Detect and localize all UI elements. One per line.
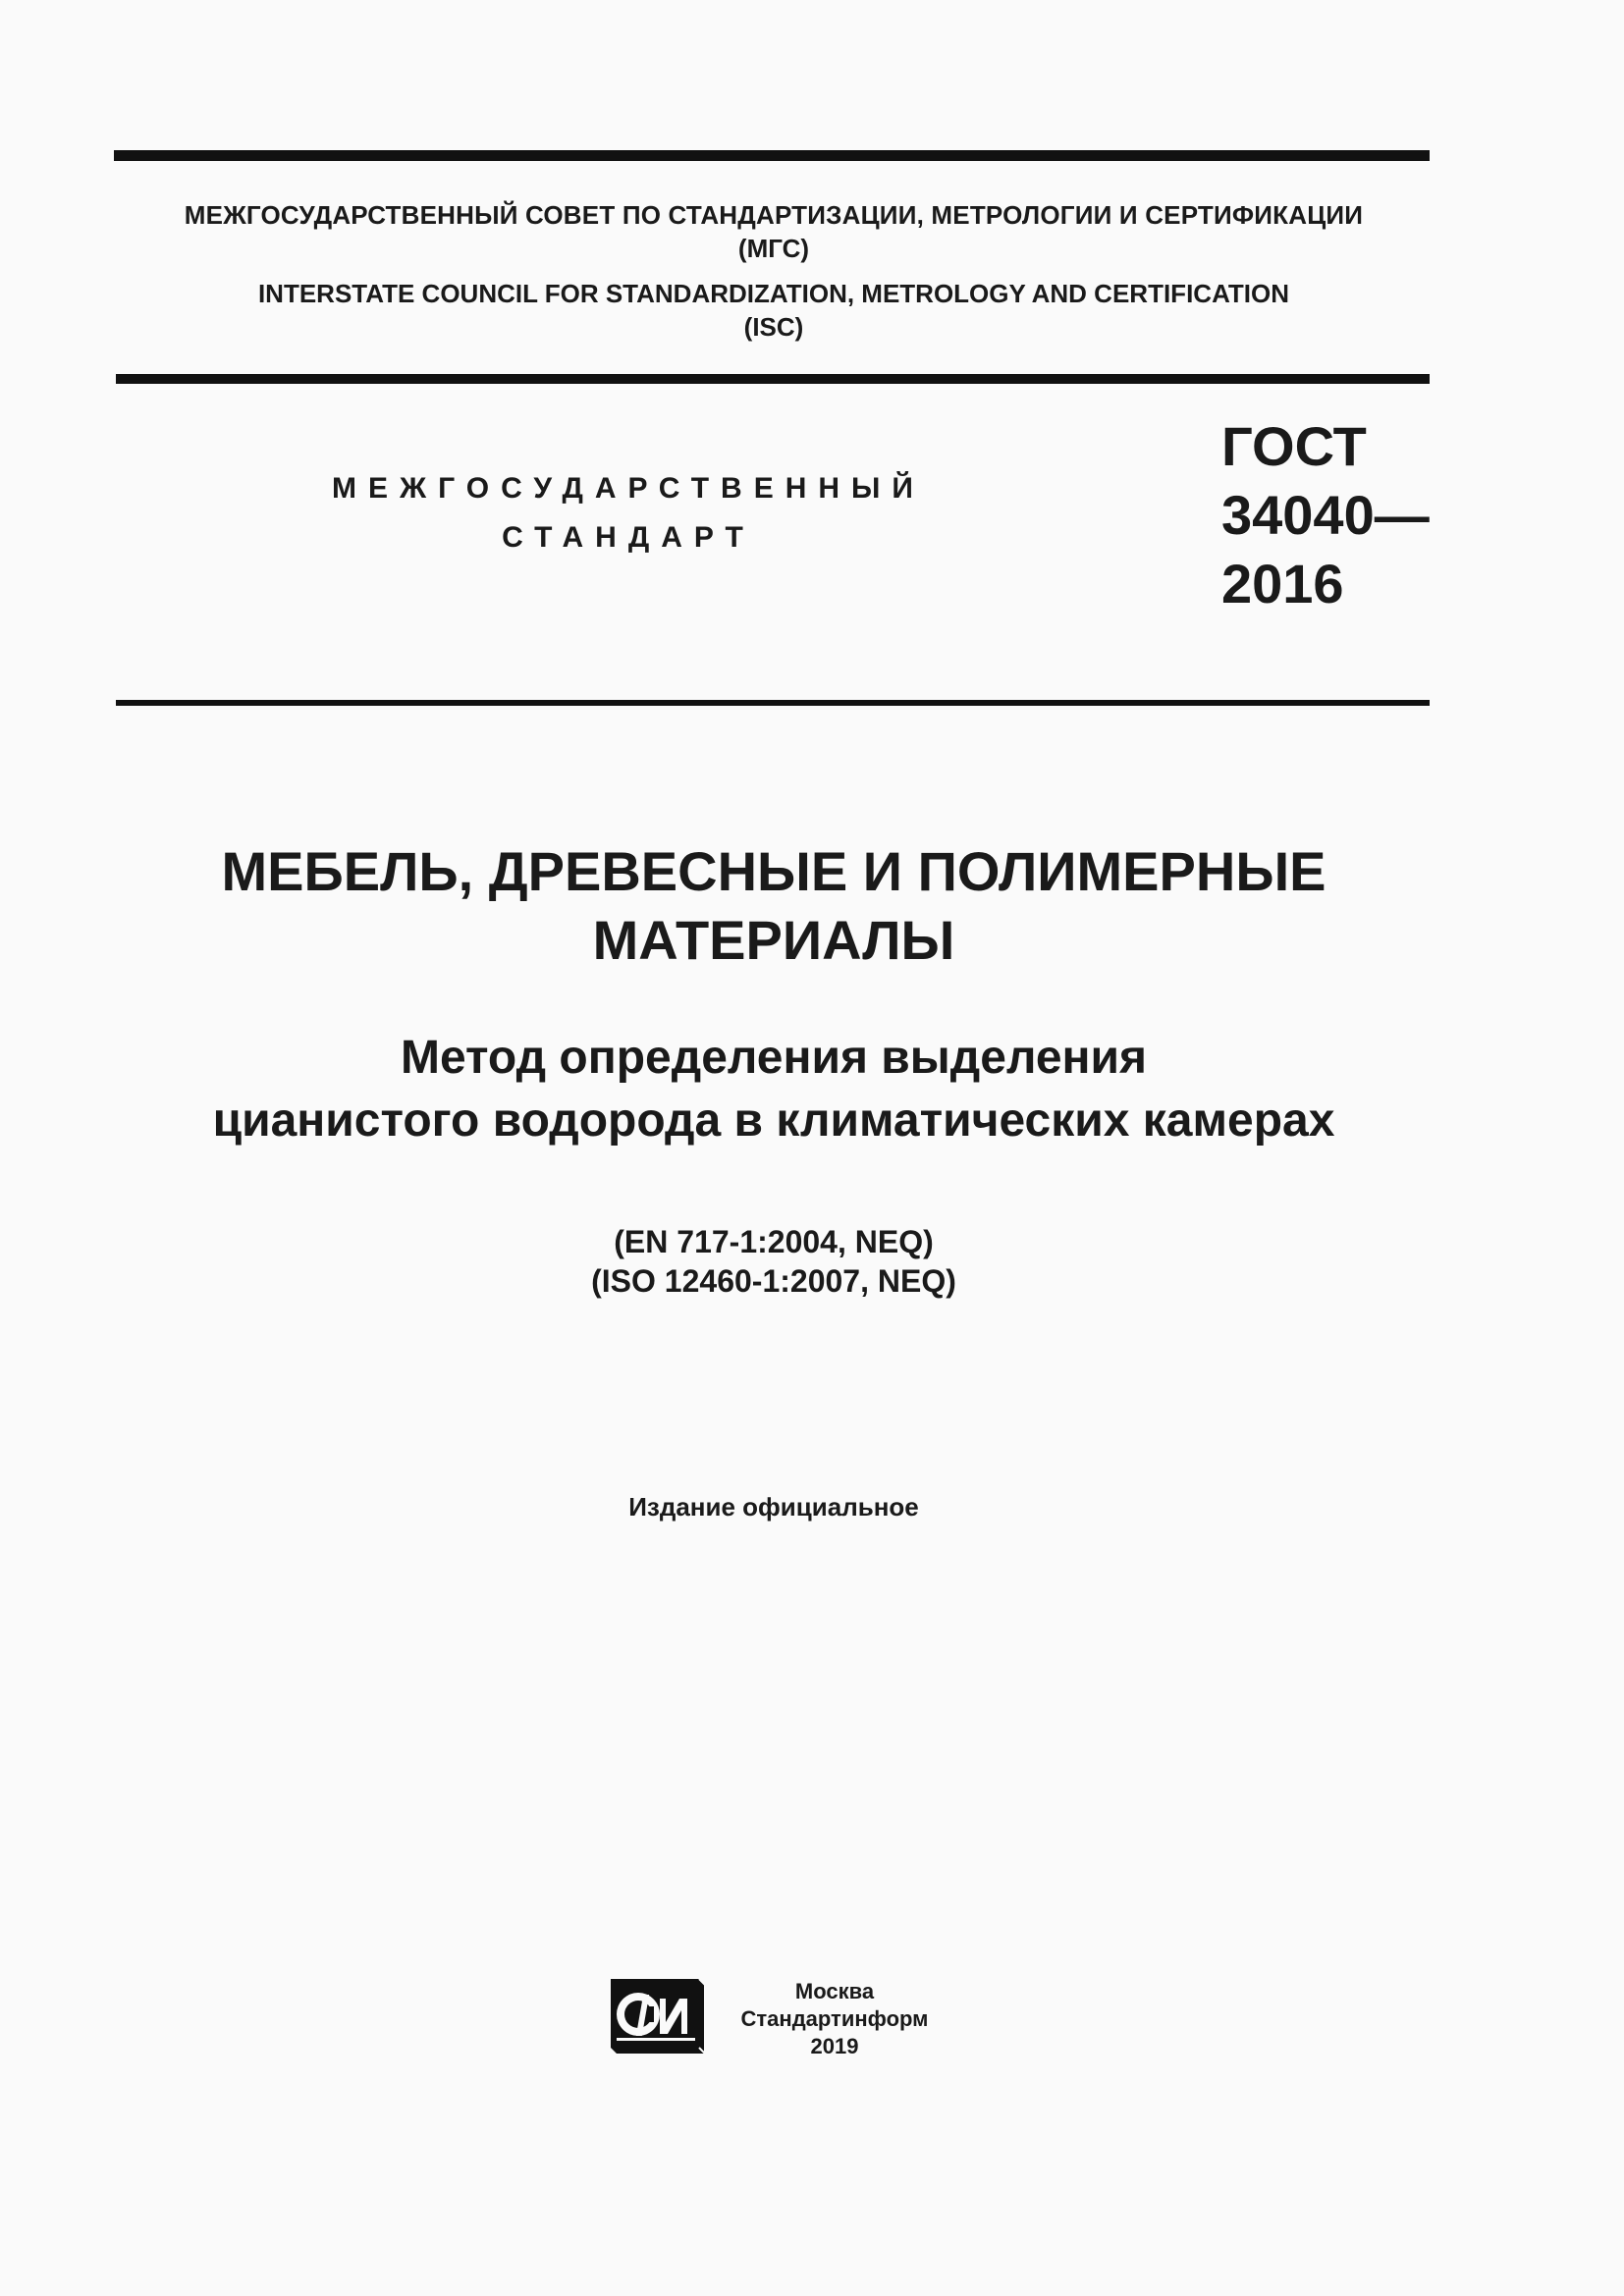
council-name-en: INTERSTATE COUNCIL FOR STANDARDIZATION, METROLOGY AND CERTIFICATION <box>257 279 1290 308</box>
gost-designation <box>1221 412 1430 618</box>
designation-bottom-rule <box>116 700 1430 706</box>
gost-label: ГОСТ <box>1221 415 1367 477</box>
edition-label: Издание официальное <box>628 1492 919 1522</box>
council-abbr-ru: (МГС) <box>737 234 810 263</box>
council-name-ru: МЕЖГОСУДАРСТВЕННЫЙ СОВЕТ ПО СТАНДАРТИЗАЦИИ, МЕТРОЛОГИИ И СЕРТИФИКАЦИИ <box>184 200 1364 230</box>
document-title-line2: МАТЕРИАЛЫ <box>592 909 955 971</box>
top-rule <box>114 150 1430 161</box>
reference-iso: (ISO 12460-1:2007, NEQ) <box>591 1263 956 1299</box>
publisher-name: Стандартинформ <box>740 2006 929 2031</box>
gost-number: 34040— <box>1221 484 1430 546</box>
gost-year: 2016 <box>1221 553 1344 614</box>
header-bottom-rule <box>116 374 1430 384</box>
publication-year: 2019 <box>810 2034 859 2058</box>
reference-en: (EN 717-1:2004, NEQ) <box>614 1224 934 1259</box>
document-subtitle-line1: Метод определения выделения <box>400 1032 1148 1084</box>
standard-type-line1: МЕЖГОСУДАРСТВЕННЫЙ <box>332 472 925 505</box>
council-abbr-en: (ISC) <box>743 312 804 342</box>
publisher-city: Москва <box>794 1979 875 2003</box>
standard-type-line2: СТАНДАРТ <box>502 521 755 554</box>
standartinform-logo-icon <box>611 1979 705 2054</box>
document-title-line1: МЕБЕЛЬ, ДРЕВЕСНЫЕ И ПОЛИМЕРНЫЕ <box>221 840 1326 902</box>
document-subtitle-line2: цианистого водорода в климатических камерах <box>212 1095 1335 1147</box>
